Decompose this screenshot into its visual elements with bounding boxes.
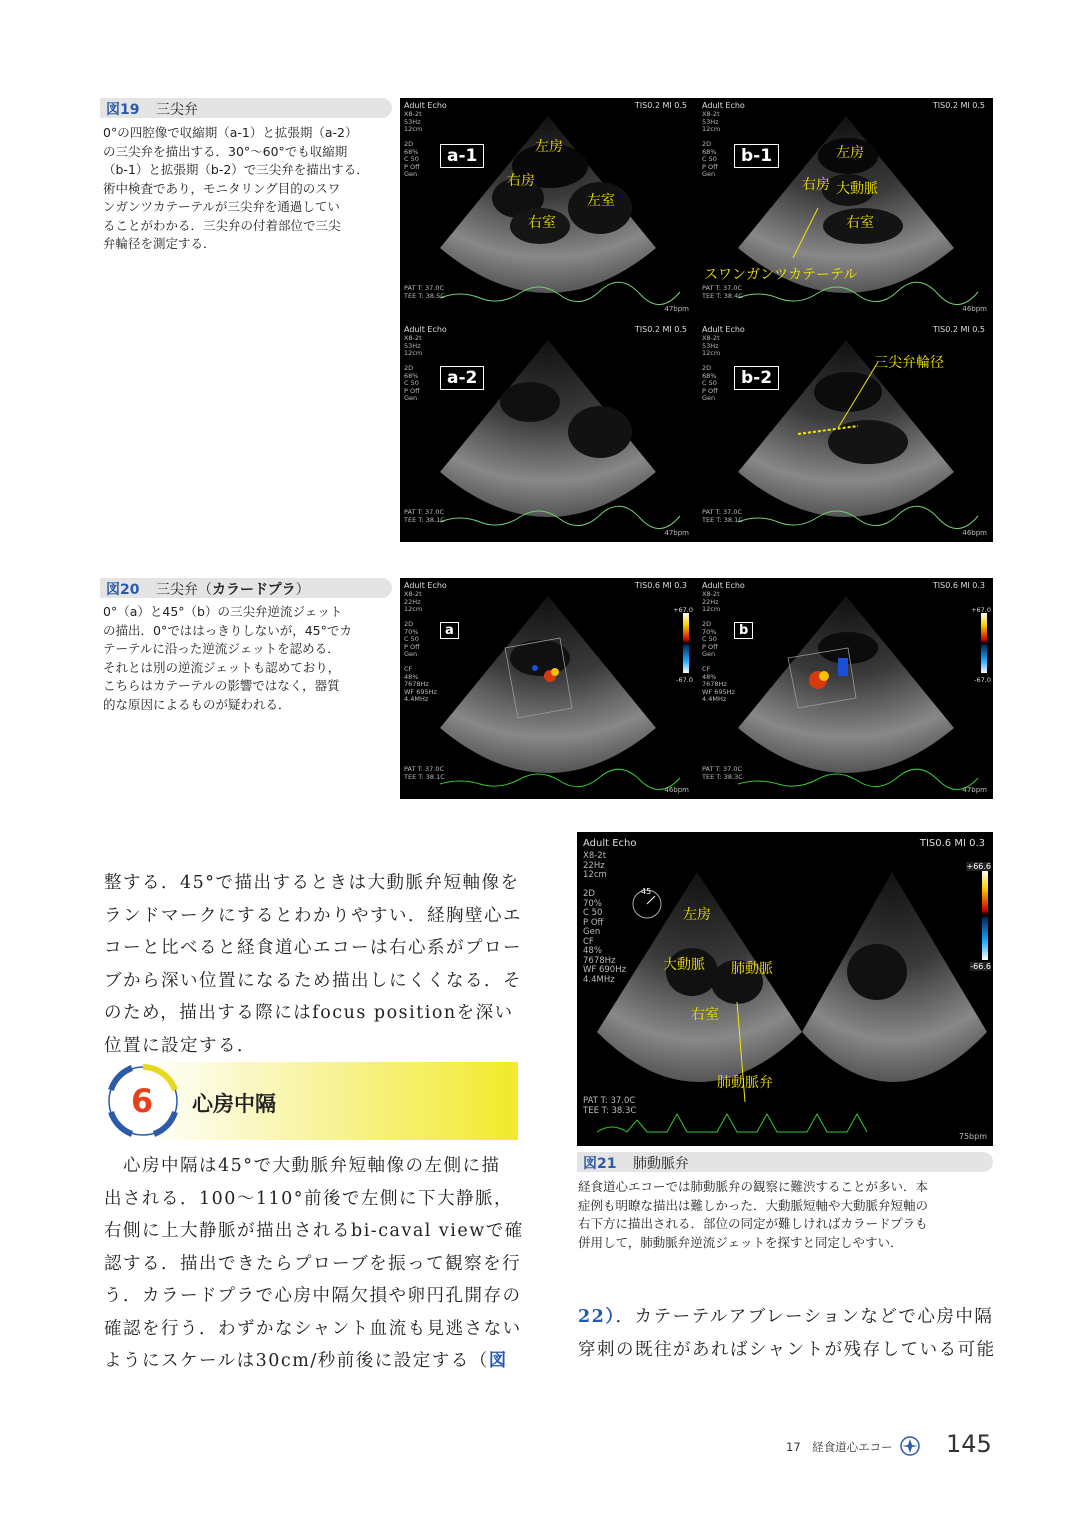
- fig21-caption-line: 症例も明瞭な描出は難しかった．大動脈短軸や大動脈弁短軸の: [578, 1197, 929, 1213]
- fig19-title: 三尖弁: [156, 102, 198, 118]
- fig20-caption: [103, 603, 395, 714]
- body-line: 心房中隔は45°で大動脈弁短軸像の左側に描: [104, 1156, 501, 1176]
- fig19-image: [400, 98, 993, 542]
- body-line: 穿刺の既往があればシャントが残存している可能: [578, 1339, 996, 1360]
- fig19-caption-line: （b-1）と拡張期（b-2）で三尖弁を描出する．: [103, 162, 369, 177]
- fig20-caption-line: テーテルに沿った逆流ジェットを認める．: [103, 641, 340, 656]
- body-line: 出される．100〜110°前後で左側に下大静脈，: [104, 1188, 514, 1209]
- section-heading: [104, 1062, 518, 1140]
- fig20-caption-line: それとは別の逆流ジェットも認めており，: [103, 659, 341, 675]
- heart-rate: 46bpm: [962, 529, 987, 537]
- echo-header: Adult Echo: [702, 101, 745, 110]
- fig21-caption-line: 併用して，肺動脈弁逆流ジェットを探すと同定しやすい．: [578, 1234, 903, 1250]
- echo-header: Adult Echo: [702, 581, 745, 590]
- fig19-caption-line: 弁輪径を測定する．: [103, 236, 216, 251]
- fig19-caption: [103, 124, 395, 254]
- echo-panel-pulmonary: [577, 832, 993, 1146]
- heart-rate: 46bpm: [664, 786, 689, 794]
- echo-settings: X8-2t 53Hz 12cm 2D 68% C 50 P Off Gen: [404, 110, 423, 178]
- section-number: 6: [131, 1082, 154, 1120]
- heart-rate: 46bpm: [962, 305, 987, 313]
- fig20-caption-line: 的な原因によるものが疑われる．: [103, 696, 291, 712]
- echo-header: Adult Echo: [702, 325, 745, 334]
- panel-tag: a: [440, 622, 459, 639]
- label-swan-ganz-catheter: スワンガンツカテーテル: [704, 267, 858, 283]
- fig21-image: [577, 832, 993, 1146]
- fig19-caption-header: [100, 98, 392, 118]
- label-tricuspid-annulus: 三尖弁輪径: [874, 355, 944, 371]
- body-line: コーと比べると経食道心エコーは右心系がプロー: [104, 938, 522, 958]
- ultrasound-dual-sector: [577, 832, 993, 1146]
- fig19-caption-line: の三尖弁を描出する．30°〜60°でも収縮期: [103, 143, 348, 159]
- echo-settings: X8-2t 22Hz 12cm 2D 70% C 50 P Off Gen CF 48% 7678Hz WF 690Hz 4.4MHz: [583, 851, 627, 985]
- body-paragraph-1: [104, 867, 522, 1062]
- fig21-caption-header: [577, 1152, 993, 1172]
- fig20-title-main: 三尖弁（: [156, 582, 212, 598]
- echo-settings: X8-2t 53Hz 12cm 2D 68% C 50 P Off Gen: [404, 334, 423, 402]
- echo-header-right: TIS0.6 MI 0.3: [919, 838, 985, 849]
- label-right-atrium: 右房: [802, 177, 830, 193]
- fig20-caption-header: [100, 578, 392, 598]
- heart-rate: 47bpm: [962, 786, 987, 794]
- label-right-ventricle: 右室: [528, 215, 556, 231]
- echo-temperature: PAT T: 37.0C TEE T: 38.1C: [404, 765, 445, 781]
- panel-tag: a-1: [440, 144, 484, 168]
- echo-header-right: TIS0.6 MI 0.3: [634, 581, 687, 590]
- echo-header: Adult Echo: [404, 325, 447, 334]
- body-paragraph-2: [104, 1150, 524, 1378]
- section-title: 心房中隔: [192, 1092, 276, 1116]
- panel-tag: b-2: [734, 366, 779, 390]
- fig19-caption-line: ることがわかる．三尖弁の付着部位で三尖: [103, 217, 341, 233]
- echo-panel-color-a: [400, 578, 695, 799]
- chapter-emblem-icon: [900, 1436, 920, 1456]
- echo-panel-a2: [400, 322, 695, 542]
- label-pulmonary-valve: 肺動脈弁: [717, 1075, 773, 1091]
- fig21-caption-line: 右下方に描出される．部位の同定が難しければカラードプラも: [578, 1216, 928, 1231]
- heart-rate: 47bpm: [664, 529, 689, 537]
- fig21-title: 肺動脈弁: [633, 1156, 689, 1172]
- echo-temperature: PAT T: 37.0C TEE T: 38.3C: [702, 765, 743, 781]
- fig21-number: 図21: [583, 1156, 617, 1172]
- echo-temperature: PAT T: 37.0C TEE T: 38.1C: [702, 508, 743, 524]
- echo-header-right: TIS0.6 MI 0.3: [932, 581, 985, 590]
- fig20-title: [156, 579, 310, 599]
- panel-tag: a-2: [440, 366, 484, 390]
- label-aorta: 大動脈: [836, 181, 878, 197]
- echo-settings: X8-2t 22Hz 12cm 2D 70% C 50 P Off Gen CF 48% 7678Hz WF 695Hz 4.4MHz: [702, 590, 735, 703]
- echo-header-right: TIS0.2 MI 0.5: [932, 101, 985, 110]
- echo-header-right: TIS0.2 MI 0.5: [634, 325, 687, 334]
- body-line: 確認を行う．わずかなシャント血流も見逃さない: [104, 1318, 522, 1339]
- label-left-atrium: 左房: [836, 145, 864, 161]
- probe-angle: 45: [641, 887, 652, 896]
- body-line: う．カラードプラで心房中隔欠損や卵円孔開存の: [104, 1286, 522, 1306]
- velocity-scale-max: +67.0: [971, 606, 991, 614]
- body-line: 位置に設定する．: [104, 1035, 256, 1056]
- fig20-title-close: ）: [295, 582, 310, 598]
- fig20-number: 図20: [106, 582, 140, 598]
- label-pulmonary-artery: 肺動脈: [731, 961, 773, 977]
- echo-header-right: TIS0.2 MI 0.5: [932, 325, 985, 334]
- body-line: [104, 1345, 524, 1378]
- label-left-atrium: 左房: [683, 907, 711, 923]
- label-right-ventricle: 右室: [691, 1007, 719, 1023]
- echo-settings: X8-2t 53Hz 12cm 2D 68% C 50 P Off Gen: [702, 334, 721, 402]
- fig20-caption-line: 0°（a）と45°（b）の三尖弁逆流ジェット: [103, 604, 343, 619]
- body-line-text: ようにスケールは30cm/秒前後に設定する（: [104, 1351, 489, 1371]
- fig20-caption-line: の描出．0°でははっきりしないが，45°でカ: [103, 622, 352, 638]
- velocity-scale-min: -67.0: [676, 676, 693, 684]
- body-line: ブから深い位置になるため描出しにくくなる．そ: [104, 970, 522, 991]
- velocity-scale-min: -67.0: [974, 676, 991, 684]
- echo-header: Adult Echo: [404, 101, 447, 110]
- panel-tag: b: [734, 622, 753, 639]
- body-line: 認する．描出できたらプローブを振って観察を行: [104, 1253, 522, 1274]
- body-paragraph-3: [578, 1301, 996, 1366]
- body-line: ランドマークにするとわかりやすい．経胸壁心エ: [104, 905, 522, 926]
- echo-panel-a1: [400, 98, 695, 318]
- body-line-text: ．カテーテルアブレーションなどで心房中隔: [615, 1307, 994, 1327]
- echo-temperature: PAT T: 37.0C TEE T: 38.5C: [404, 284, 445, 300]
- body-line: 整する．45°で描出するときは大動脈弁短軸像を: [104, 873, 520, 893]
- label-right-atrium: 右房: [507, 173, 535, 189]
- chapter-title: 17 経食道心エコー: [786, 1440, 893, 1454]
- echo-header: Adult Echo: [404, 581, 447, 590]
- fig19-caption-line: 0°の四腔像で収縮期（a-1）と拡張期（a-2）: [103, 125, 358, 140]
- velocity-scale-min: -66.6: [970, 962, 991, 971]
- velocity-scale-max: +67.0: [673, 606, 693, 614]
- body-line: のため，描出する際にはfocus positionを深い: [104, 1003, 514, 1023]
- echo-temperature: PAT T: 37.0C TEE T: 38.3C: [583, 1096, 637, 1116]
- body-line: [578, 1301, 996, 1334]
- echo-panel-b2: [698, 322, 993, 542]
- echo-temperature: PAT T: 37.0C TEE T: 38.4C: [702, 284, 743, 300]
- label-aorta: 大動脈: [663, 957, 705, 973]
- page-footer: [786, 1430, 996, 1464]
- label-left-ventricle: 左室: [587, 193, 615, 209]
- fig21-caption: [578, 1178, 994, 1252]
- heart-rate: 75bpm: [958, 1132, 987, 1141]
- velocity-scale-max: +66.6: [966, 862, 991, 871]
- echo-settings: X8-2t 22Hz 12cm 2D 70% C 50 P Off Gen CF 48% 7678Hz WF 695Hz 4.4MHz: [404, 590, 437, 703]
- panel-tag: b-1: [734, 144, 779, 168]
- fig19-number: 図19: [106, 102, 140, 118]
- fig19-caption-line: ンガンツカテーテルが三尖弁を通過してい: [103, 199, 340, 214]
- echo-temperature: PAT T: 37.0C TEE T: 38.1C: [404, 508, 445, 524]
- heart-rate: 47bpm: [664, 305, 689, 313]
- fig21-caption-line: 経食道心エコーでは肺動脈弁の観察に難渋することが多い．本: [578, 1179, 929, 1194]
- fig20-image: [400, 578, 993, 799]
- echo-header: Adult Echo: [583, 838, 637, 849]
- label-left-atrium: 左房: [535, 139, 563, 155]
- echo-header-right: TIS0.2 MI 0.5: [634, 101, 687, 110]
- fig20-title-emph: カラードプラ: [212, 582, 296, 598]
- fig19-caption-line: 術中検査であり，モニタリング目的のスワ: [103, 180, 341, 196]
- fig20-caption-line: こちらはカテーテルの影響ではなく，器質: [103, 678, 340, 693]
- body-line: 右側に上大静脈が描出されるbi-caval viewで確: [104, 1221, 524, 1241]
- echo-settings: X8-2t 53Hz 12cm 2D 68% C 50 P Off Gen: [702, 110, 721, 178]
- echo-panel-b1: [698, 98, 993, 318]
- figure-reference-link[interactable]: 図: [488, 1351, 508, 1371]
- figure-reference-link[interactable]: 22）: [578, 1307, 616, 1327]
- page-number: 145: [946, 1430, 992, 1458]
- echo-panel-color-b: [698, 578, 993, 799]
- label-right-ventricle: 右室: [846, 215, 874, 231]
